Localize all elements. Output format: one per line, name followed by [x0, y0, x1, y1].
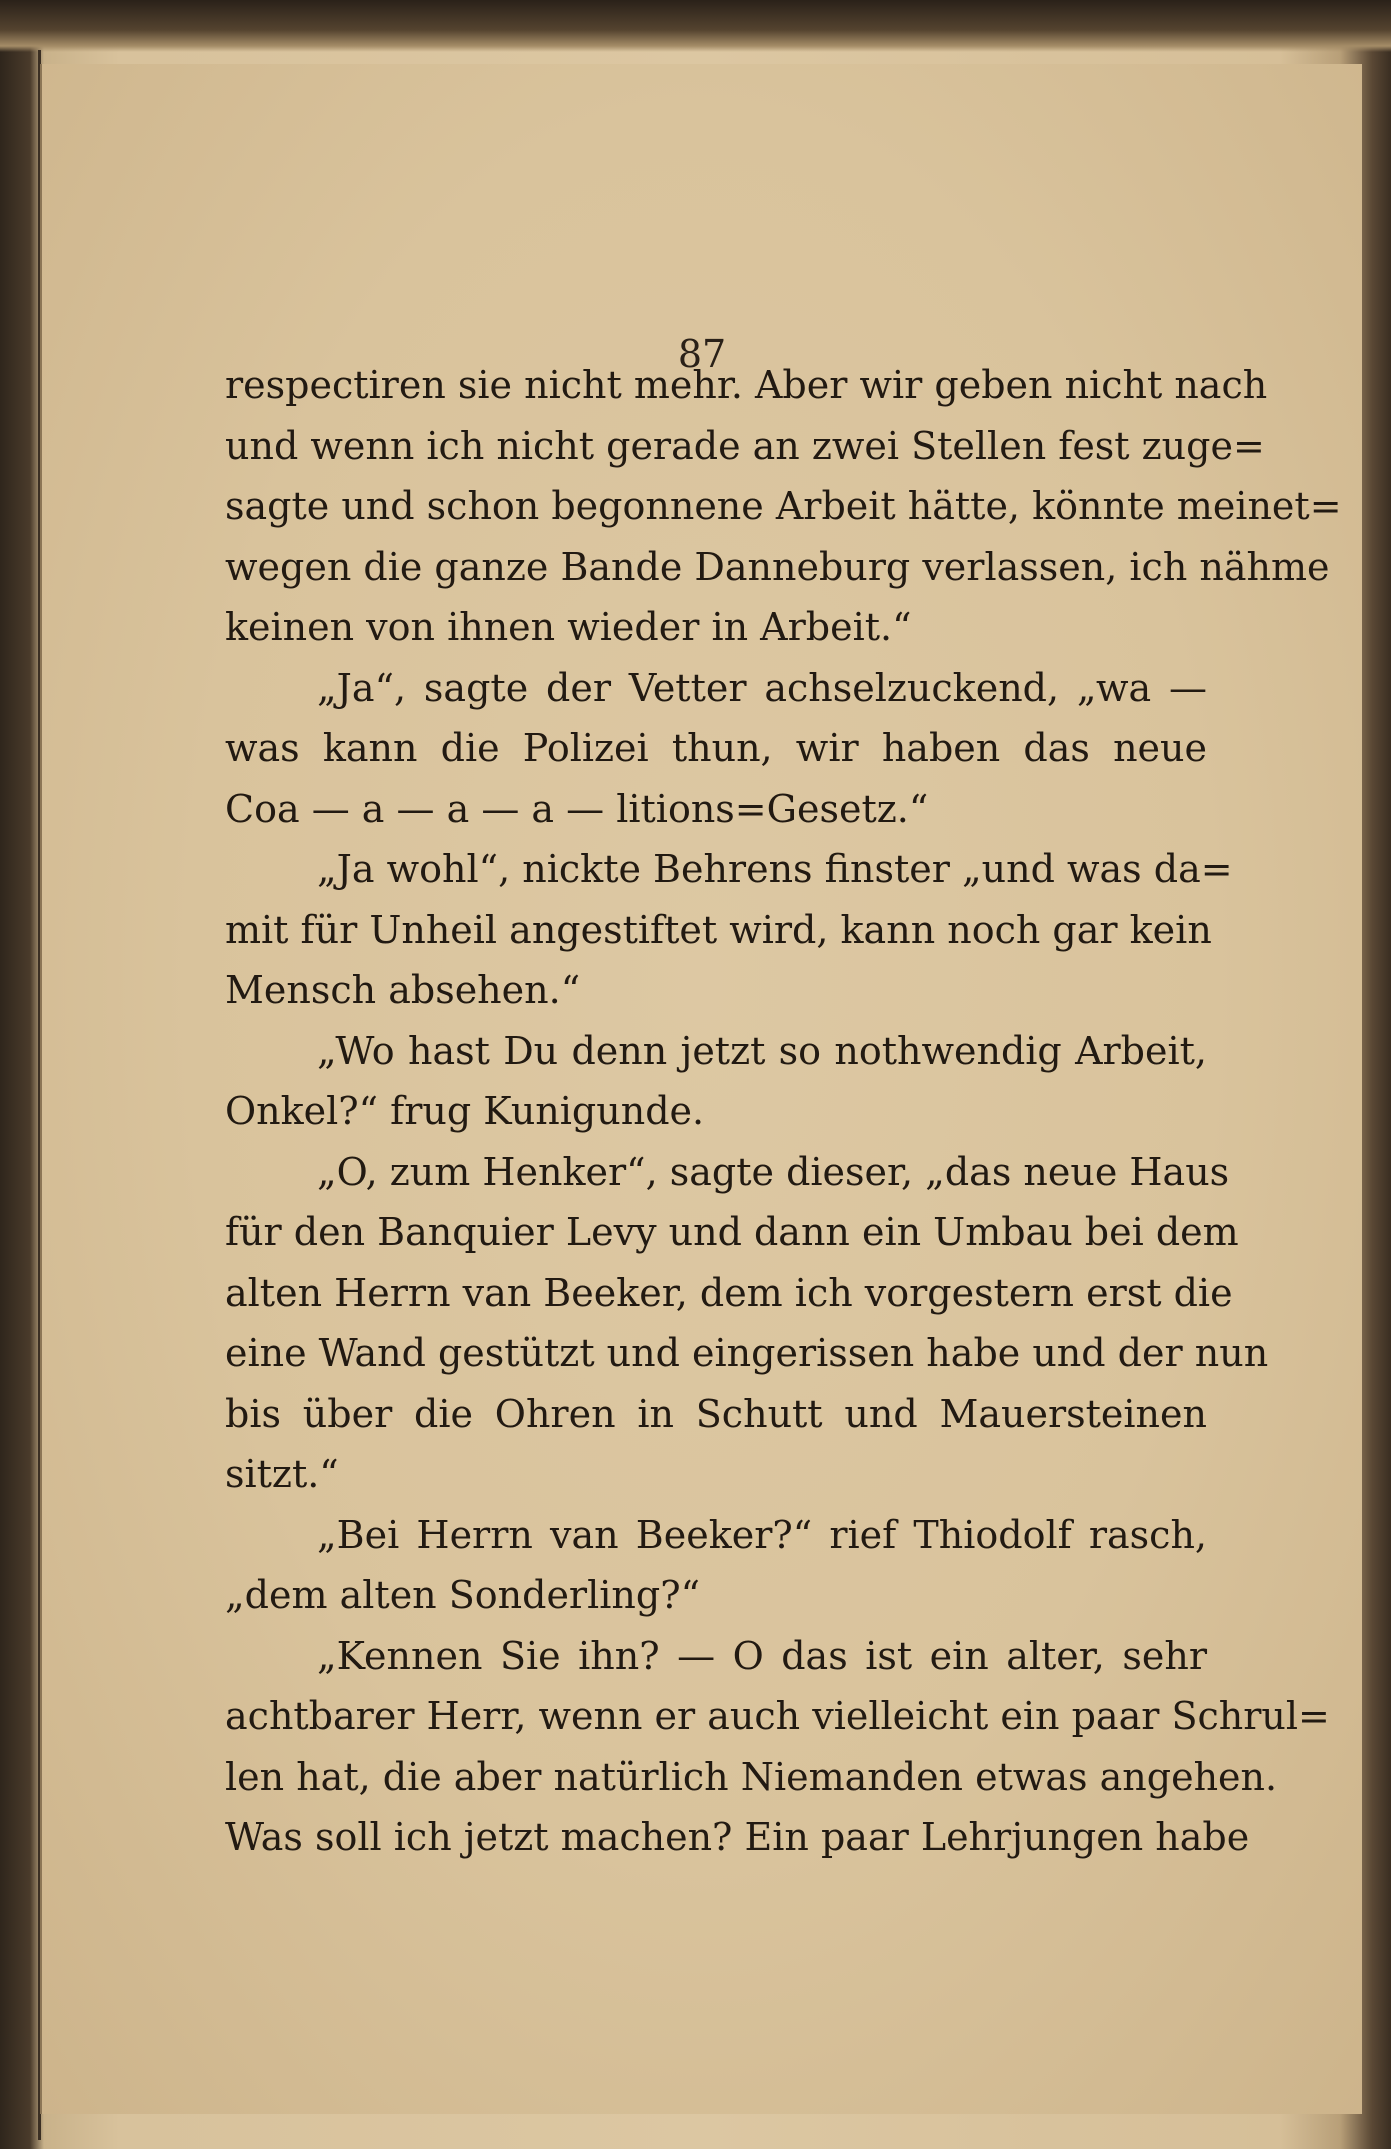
book-top-edge [0, 0, 1391, 52]
text-line: und wenn ich nicht gerade an zwei Stellen fest zuge= [225, 423, 1265, 468]
text-line: alten Herrn van Beeker, dem ich vorgestern erst die [225, 1270, 1233, 1315]
text-line: respectiren sie nicht mehr. Aber wir geben nicht nach [225, 363, 1268, 407]
text-line: „Wo hast Du denn jetzt so nothwendig Arbeit, [317, 1028, 1207, 1073]
text-line: eine Wand gestützt und eingerissen habe und der nun [225, 1331, 1269, 1375]
text-line: „Bei Herrn van Beeker?“ rief Thiodolf rasch, [317, 1512, 1207, 1557]
text-line: sagte und schon begonnene Arbeit hätte, könnte meinet= [225, 484, 1342, 528]
text-line: Onkel?“ frug Kunigunde. [225, 1089, 705, 1133]
text-line: Mensch absehen.“ [225, 968, 581, 1012]
text-line: „Ja“, sagte der Vetter achselzuckend, „wa — [317, 665, 1207, 710]
text-line: „dem alten Sonderling?“ [225, 1573, 700, 1617]
text-line: Coa — a — a — a — litions=Gesetz.“ [225, 786, 929, 831]
body-text [225, 355, 1342, 1868]
text-line: „Kennen Sie ihn? — O das ist ein alter, sehr [317, 1633, 1207, 1678]
text-line: keinen von ihnen wieder in Arbeit.“ [225, 605, 912, 649]
page-number: 87 [677, 332, 727, 376]
text-line: sitzt.“ [225, 1452, 339, 1496]
text-line: wegen die ganze Bande Danneburg verlassen, ich nähme [225, 544, 1330, 589]
text-line: bis über die Ohren in Schutt und Mauersteinen [225, 1391, 1207, 1436]
text-line: len hat, die aber natürlich Niemanden etwas angehen. [225, 1754, 1278, 1799]
text-line: „O, zum Henker“, sagte dieser, „das neue Haus [317, 1149, 1230, 1194]
text-line: mit für Unheil angestiftet wird, kann noch gar kein [225, 907, 1212, 952]
text-line: für den Banquier Levy und dann ein Umbau bei dem [225, 1210, 1239, 1254]
text-line: was kann die Polizei thun, wir haben das neue [225, 726, 1207, 770]
text-line: Was soll ich jetzt machen? Ein paar Lehrjungen habe [225, 1815, 1250, 1859]
text-line: achtbarer Herr, wenn er auch vielleicht ein paar Schrul= [225, 1694, 1330, 1738]
text-line: „Ja wohl“, nickte Behrens finster „und was da= [317, 847, 1233, 891]
